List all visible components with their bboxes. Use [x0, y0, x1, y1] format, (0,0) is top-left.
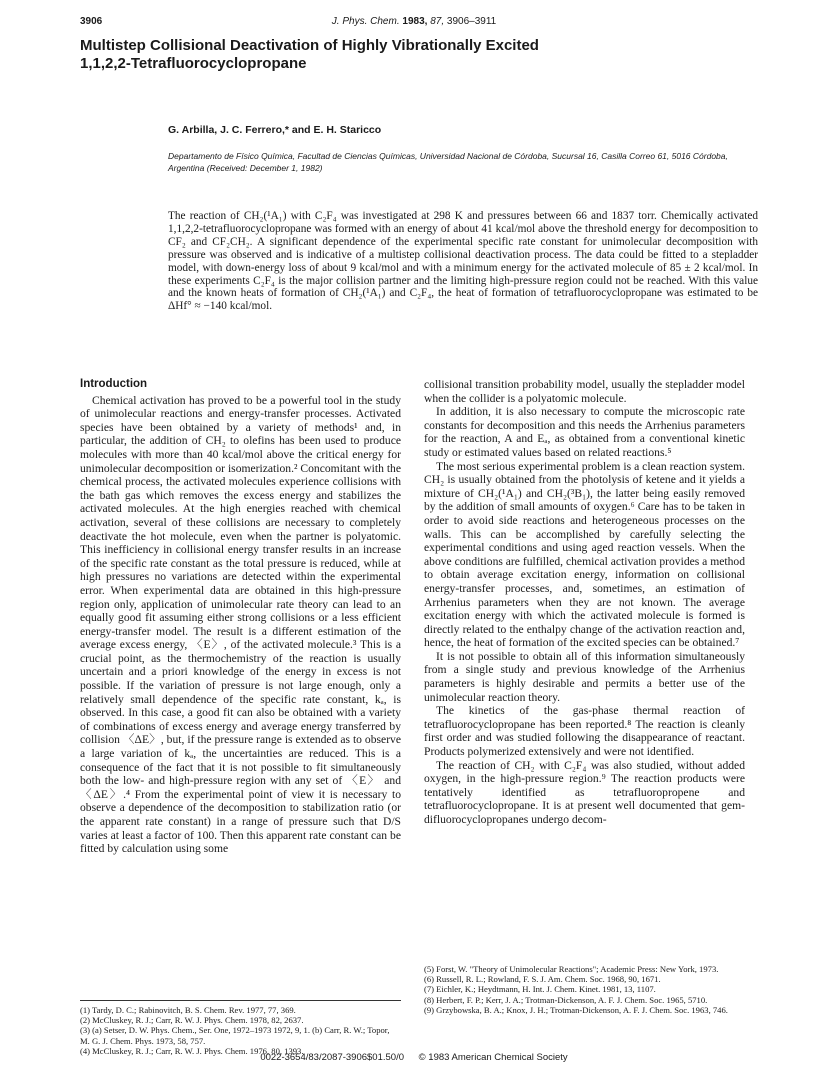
footnotes-left	[80, 1000, 401, 1056]
reference: (6) Russell, R. L.; Rowland, F. S. J. Am. Chem. Soc. 1968, 90, 1671.	[424, 974, 661, 985]
body-column-right	[424, 378, 745, 827]
affiliation: Departamento de Físico Química, Facultad de Ciencias Químicas, Universidad Nacional de Córdoba, Sucursal 16, Casilla Correo 61, 5016 Córdoba, Argentina (Received: December 1, 1982)	[168, 151, 728, 173]
article-title	[80, 37, 760, 73]
copyright: © 1983 American Chemical Society	[418, 1052, 568, 1063]
paragraph: It is not possible to obtain all of this information simultaneously from a single study and previous knowledge of the Arrhenius parameters is highly desirable and permits a better use of the unimolecular reaction theory.	[424, 649, 745, 704]
paragraph: In addition, it is also necessary to compute the microscopic rate constants for decomposition and this needs the Arrhenius parameters for the reaction, A and Eₐ, as obtained from a conventional kinetic study or estimated values based on related reactions.⁵	[424, 405, 745, 459]
authors: G. Arbilla, J. C. Ferrero,* and E. H. Staricco	[168, 124, 382, 136]
paragraph: The most serious experimental problem is a clean reaction system. CH₂ is usually obtained from the photolysis of ketene and it yields a mixture of CH₂(¹A₁) and CH₂(³B₁), the latter being easily removed by the addition of small amounts of oxygen.⁶ Care has to be taken in order to avoid side reactions and heterogeneous processes on the walls. This can be accomplished by carefully selecting the experimental conditions and using aged reaction vessels. When the above conditions are fulfilled, chemical activation provides a method to obtain average excitation energy, information on collisional energy-transfer processes, and, sometimes, an estimation of Arrhenius parameters when they are not known. The average excitation energy with which the activated molecule is formed is directly related to the enthalpy change of the activation reaction and, hence, the heat of formation of the excited species can be obtained.⁷	[424, 459, 745, 650]
title-line-2: 1,1,2,2-Tetrafluorocyclopropane	[80, 55, 307, 72]
reference: (7) Eichler, K.; Heydtmann, H. Int. J. Chem. Kinet. 1981, 13, 1107.	[424, 984, 656, 995]
paragraph: Chemical activation has proved to be a powerful tool in the study of unimolecular reactions and energy-transfer processes. Activated species have been obtained by a variety of methods¹ and, in particular, the addition of CH₂ to olefins has been used to produce molecules with more than 40 kcal/mol above the critical energy for unimolecular decomposition or isomerization.² Concomitant with the chemical process, the activated molecules experience collisions with the bath gas which removes the excess energy and stabilizes the activated molecules. At the high energies reached with chemical activation, several of these collisions are necessary to completely deactivate the hot molecule, even when the partner is polyatomic. This inefficiency in collisional energy transfer results in an increase of the specific rate constant as the total pressure is reduced, while at high pressures no variations are detected within the experimental error. When experimental data are obtained in this high-pressure region only, application of unimolecular rate theory can lead to an equally good fit assuming either strong collisions or a less efficient energy-transfer model. The result is a different estimation of the average excess energy, 〈E〉, of the activated molecule.³ This is a crucial point, as the thermochemistry of the reaction is usually uncertain and a priori knowledge of the energy in excess is not possible. If the variation of pressure is not large enough, only a relatively small dependence of the specific rate constant, kₐ, is observed. In this case, a good fit can also be obtained with a variety of combinations of excess energy and average energy transferred by collision 〈ΔE〉, but, if the pressure range is extended as to observe a large variation of kₐ, the uncertainties are reduced. This is a consequence of the fact that it is not possible to fit simultaneously both the low- and high-pressure region with any set of 〈E〉 and 〈ΔE〉.⁴ From the experimental point of view it is necessary to observe a dependence of the decomposition to stabilization ratio (or the apparent rate constant) in a range of pressure such that D/S varies at least a factor of 100. Then this apparent rate constant can be fitted by calculation using some	[80, 393, 401, 856]
journal-pages: 3906–3911	[446, 16, 497, 27]
body-column-left	[80, 378, 401, 856]
reference: (3) (a) Setser, D. W. Phys. Chem., Ser. One, 1972–1973 1972, 9, 1. (b) Carr, R. W.; Topor, M. G. J. Chem. Phys. 1973, 58, 757.	[80, 1025, 390, 1046]
page-number: 3906	[80, 16, 103, 27]
reference: (8) Herbert, F. P.; Kerr, J. A.; Trotman-Dickenson, A. F. J. Chem. Soc. 1965, 5710.	[424, 994, 708, 1005]
journal-name: J. Phys. Chem.	[331, 16, 400, 27]
section-heading: Introduction	[80, 378, 148, 390]
paragraph: The kinetics of the gas-phase thermal reaction of tetrafluorocyclopropane has been reported.⁸ The reaction is cleanly first order and was studied following the disappearance of reactant. Products polymerized extensively and were not identified.	[424, 704, 745, 759]
journal-volume: 87,	[430, 16, 445, 27]
reference: (1) Tardy, D. C.; Rabinovitch, B. S. Chem. Rev. 1977, 77, 369.	[80, 1005, 296, 1015]
running-head	[0, 16, 828, 27]
abstract: The reaction of CH₂(¹A₁) with C₂F₄ was investigated at 298 K and pressures between 66 and 1837 torr. Chemically activated 1,1,2,2-tetrafluorocyclopropane was formed with an energy of about 41 kcal/mol above the threshold energy for decomposition to CF₂ and CF₂CH₂. A significant dependence of the experimental specific rate constant for unimolecular decomposition with pressure was observed and is indicative of a multistep collisional deactivation process. The data could be fitted to a stepladder model, with down-energy loss of about 9 kcal/mol and with a minimum energy for the activated molecule of 85 ± 2 kcal/mol. In these experiments C₂F₄ is the major collision partner and the limiting high-pressure region could not be reached. With this value and the known heats of formation of CH₂(¹A₁) and C₂F₄, the heat of formation of tetrafluorocyclopropane was estimated to be ΔHf° ≈ −140 kcal/mol.	[168, 210, 758, 313]
reference: (9) Grzybowska, B. A.; Knox, J. H.; Trotman-Dickenson, A. F. J. Chem. Soc. 1963, 746.	[424, 1004, 728, 1015]
page-footer	[0, 1052, 828, 1063]
journal-year: 1983,	[402, 16, 428, 27]
footnotes-right	[424, 964, 745, 1015]
reference: (2) McCluskey, R. J.; Carr, R. W. J. Phys. Chem. 1978, 82, 2637.	[80, 1015, 304, 1026]
article-code: 0022-3654/83/2087-3906$01.50/0	[260, 1052, 404, 1063]
title-line-1: Multistep Collisional Deactivation of Highly Vibrationally Excited	[80, 37, 539, 54]
paragraph: collisional transition probability model, usually the stepladder model when the collider is a polyatomic molecule.	[424, 378, 745, 405]
reference: (5) Forst, W. "Theory of Unimolecular Reactions"; Academic Press: New York, 1973.	[424, 964, 719, 974]
paragraph: The reaction of CH₂ with C₂F₄ was also studied, without added oxygen, in the high-pressure region.⁹ The reaction products were tentatively identified as tetrafluoropropene and tetrafluorocyclopropane. It is at present well documented that gem-difluorocyclopropanes undergo decom-	[424, 758, 745, 826]
reference: (4) McCluskey, R. J.; Carr, R. W. J. Phys. Chem. 1976, 80, 1393.	[80, 1045, 304, 1056]
